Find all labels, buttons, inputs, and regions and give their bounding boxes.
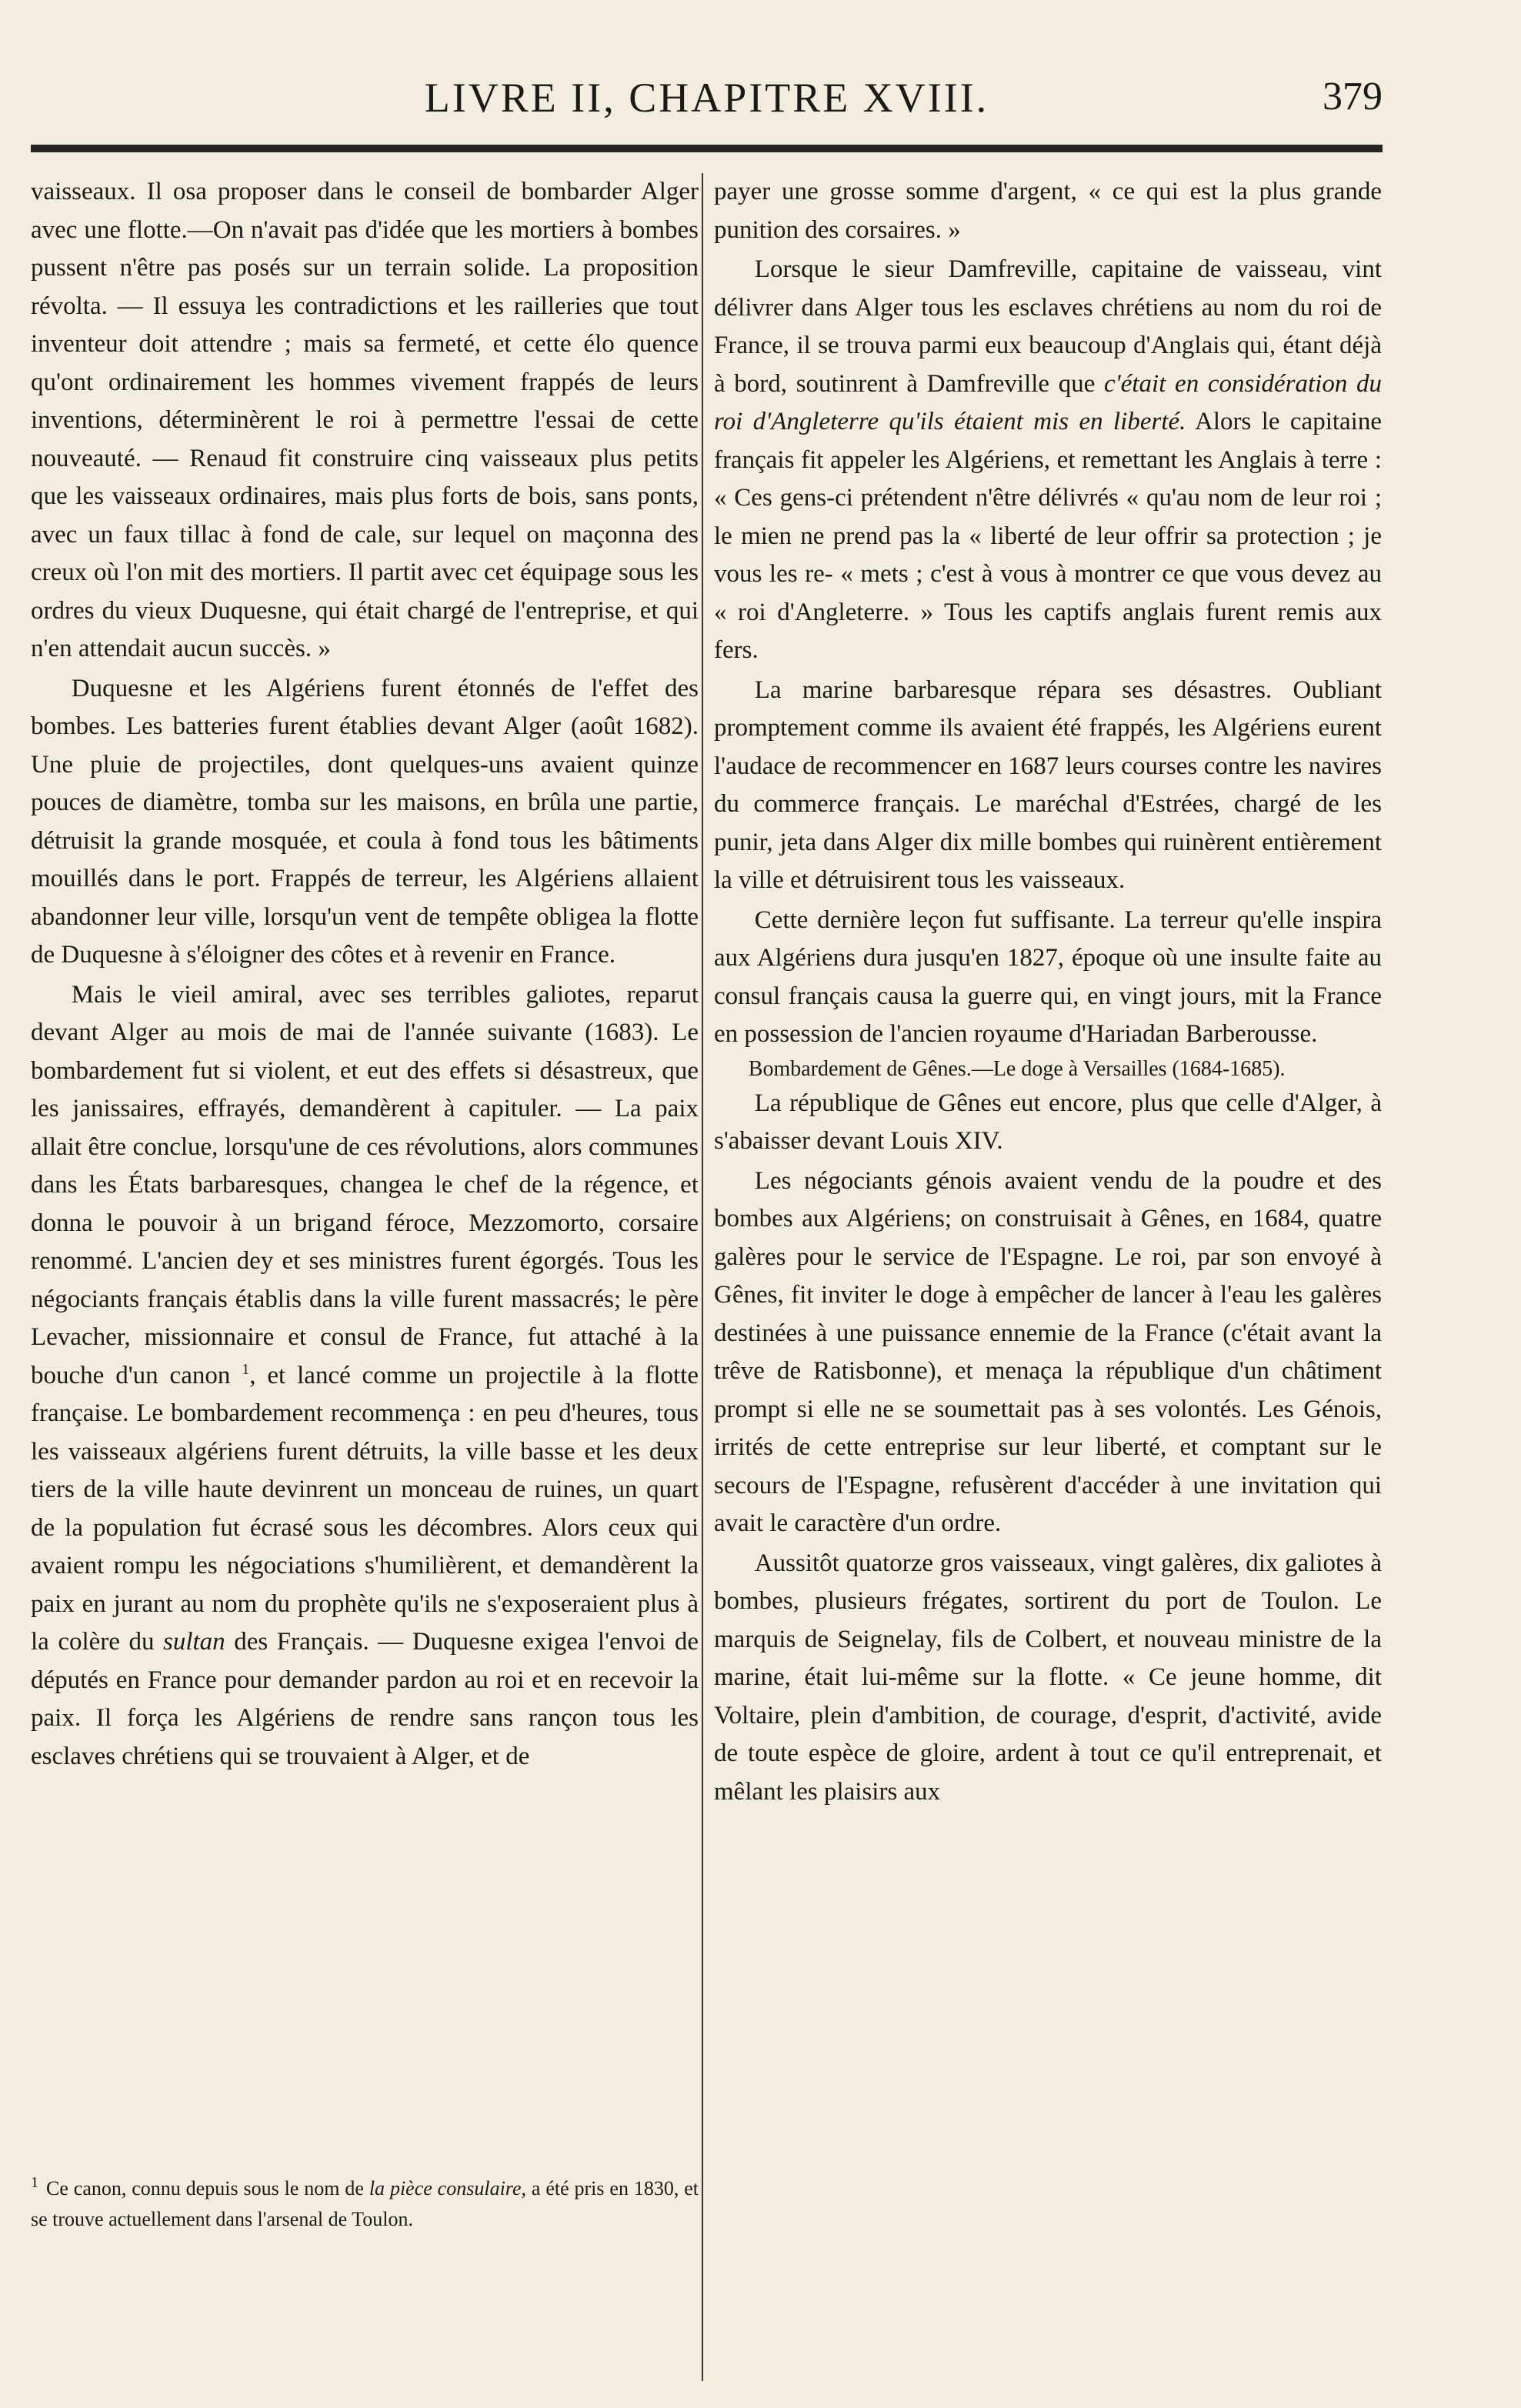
paragraph: Duquesne et les Algériens furent étonnés de l'effet des bombes. Les batteries furent établies devant Alger (août 1682). Une pluie de projectiles, dont quelques-uns avaient quinze pouces de diamètre, tomba sur les maisons, en brûla une partie, détruisit la grande mosquée, et coula à fond tous les bâtiments mouillés dans le port. Frappés de terreur, les Algériens allaient abandonner leur ville, lorsqu'un vent de tempête obligea la flotte de Duquesne à s'éloigner des côtes et à revenir en France. <box>31 674 699 969</box>
paragraph-text: des Français. — Duquesne exigea l'envoi de députés en France pour demander pardon au roi et en recevoir la paix. Il força les Algériens de rendre sans rançon tous les esclaves chrétiens qui se trouvaient à Alger, et de <box>31 1628 699 1770</box>
paragraph: Aussitôt quatorze gros vaisseaux, vingt galères, dix galiotes à bombes, plusieurs frégates, sortirent du port de Toulon. Le marquis de Seignelay, fils de Colbert, et nouveau ministre de la marine, était lui-même sur la flotte. « Ce jeune homme, dit Voltaire, plein d'ambition, de courage, d'esprit, d'activité, avide de toute espèce de gloire, ardent à tout ce qu'il entreprenait, et mêlant les plaisirs aux <box>714 1549 1382 1806</box>
paragraph-text: , et lancé comme un projectile à la flotte française. Le bombardement recommença : en peu d'heures, tous les vaisseaux algériens furent détruits, la ville basse et les deux tiers de la ville haute devinrent un monceau de ruines, un quart de la population fut écrasé sous les décombres. Alors ceux qui avaient rompu les négociations s'humilièrent, et demandèrent la paix en jurant au nom du prophète qu'ils ne s'exposeraient plus à la colère du <box>31 1361 699 1656</box>
footnote-reference[interactable]: 1 <box>242 1360 250 1378</box>
paragraph <box>31 976 699 1776</box>
page-header <box>31 74 1383 135</box>
paragraph: Les négociants génois avaient vendu de la poudre et des bombes aux Algériens; on construisait à Gênes, en 1684, quatre galères pour le service de l'Espagne. Le roi, par son envoyé à Gênes, fit inviter le doge à empêcher de lancer à l'eau les galères destinées à une puissance ennemie de la France (c'était avant la trêve de Ratisbonne), et menaça la république d'un châtiment prompt si elle ne se soumettait pas à ses volontés. Les Génois, irrités de cette entreprise sur leur liberté, et comptant sur le secours de l'Espagne, refusèrent d'accéder à une invitation qui avait le caractère d'un ordre. <box>714 1166 1382 1537</box>
paragraph-text: Lorsque le sieur Damfreville, capitaine de vaisseau, vint délivrer dans Alger tous les esclaves chrétiens au nom du roi de France, il se trouva parmi eux beaucoup d'Anglais qui, étant déjà à bord, soutinrent à Damfreville que <box>714 255 1382 398</box>
header-rule <box>31 145 1383 152</box>
left-column <box>31 173 699 1776</box>
paragraph: vaisseaux. Il osa proposer dans le conseil de bombarder Alger avec une flotte.—On n'avait pas d'idée que les mortiers à bombes pussent n'être pas posés sur un terrain solide. La proposition révolta. — Il essuya les contradictions et les railleries que tout inventeur doit attendre ; mais sa fermeté, et cette élo quence qu'ont ordinairement les hommes vivement frappés de leurs inventions, déterminèrent le roi à permettre l'essai de cette nouveauté. — Renaud fit construire cinq vaisseaux plus petits que les vaisseaux ordinaires, mais plus forts de bois, sans ponts, avec un faux tillac à fond de cale, sur lequel on maçonna des creux où l'on mit des mortiers. Il partit avec cet équipage sous les ordres du vieux Duquesne, qui était chargé de l'entreprise, et qui n'en attendait aucun succès. » <box>31 178 699 662</box>
paragraph: La marine barbaresque répara ses désastres. Oubliant promptement comme ils avaient été frappés, les Algériens eurent l'audace de recommencer en 1687 leurs courses contre les navires du commerce français. Le maréchal d'Estrées, chargé de les punir, jeta dans Alger dix mille bombes qui ruinèrent entièrement la ville et détruisirent tous les vaisseaux. <box>714 675 1382 894</box>
page-number: 379 <box>1323 75 1383 118</box>
right-column <box>714 173 1382 1811</box>
italic-text: sultan <box>163 1628 225 1656</box>
paragraph: Cette dernière leçon fut suffisante. La terreur qu'elle inspira aux Algériens dura jusqu'en 1827, époque où une insulte faite au consul français causa la guerre qui, en vingt jours, mit la France en possession de l'ancien royaume d'Hariadan Barberousse. <box>714 906 1382 1048</box>
paragraph-text: Mais le vieil amiral, avec ses terribles galiotes, reparut devant Alger au mois de mai de l'année suivante (1683). Le bombardement fut si violent, et eut des effets si désastreux, que les janissaires, effrayés, demandèrent à capituler. — La paix allait être conclue, lorsqu'une de ces révolutions, alors communes dans les États barbaresques, changea le chef de la régence, et donna le pouvoir à un brigand féroce, Mezzomorto, corsaire renommé. L'ancien dey et ses ministres furent égorgés. Tous les négociants français établis dans la ville furent massacrés; le père Levacher, missionnaire et consul de France, fut attaché à la bouche d'un canon <box>31 980 699 1389</box>
paragraph: La république de Gênes eut encore, plus que celle d'Alger, à s'abaisser devant Louis XIV. <box>714 1089 1382 1155</box>
paragraph-text: Alors le capitaine français fit appeler les Algériens, et remettant les Anglais à terre : « Ces gens-ci prétendent n'être délivrés « qu'au nom de leur roi ; le mien ne prend pas la « liberté de leur offrir sa protection ; je vous les re- « mets ; c'est à vous à montrer ce que vous devez au « roi d'Angleterre. » Tous les captifs anglais furent remis aux fers. <box>714 408 1382 664</box>
footnote <box>31 2173 699 2235</box>
running-title: LIVRE II, CHAPITRE XVIII. <box>424 75 989 121</box>
section-title: Bombardement de Gênes.—Le doge à Versailles (1684-1685). <box>748 1056 1286 1081</box>
footnote-text: a été pris en 1830, et se trouve actuellement dans l'arsenal de Toulon. <box>31 2177 699 2230</box>
column-divider <box>702 173 703 2381</box>
paragraph: payer une grosse somme d'argent, « ce qui est la plus grande punition des corsaires. » <box>714 178 1382 244</box>
footnote-text: Ce canon, connu depuis sous le nom de <box>46 2177 364 2200</box>
italic-text: c'était en considération du roi d'Angleterre qu'ils étaient mis en liberté. <box>714 369 1382 435</box>
paragraph <box>714 251 1382 670</box>
footnote-italic: la pièce consulaire, <box>369 2177 526 2200</box>
footnote-mark: 1 <box>31 2174 38 2192</box>
